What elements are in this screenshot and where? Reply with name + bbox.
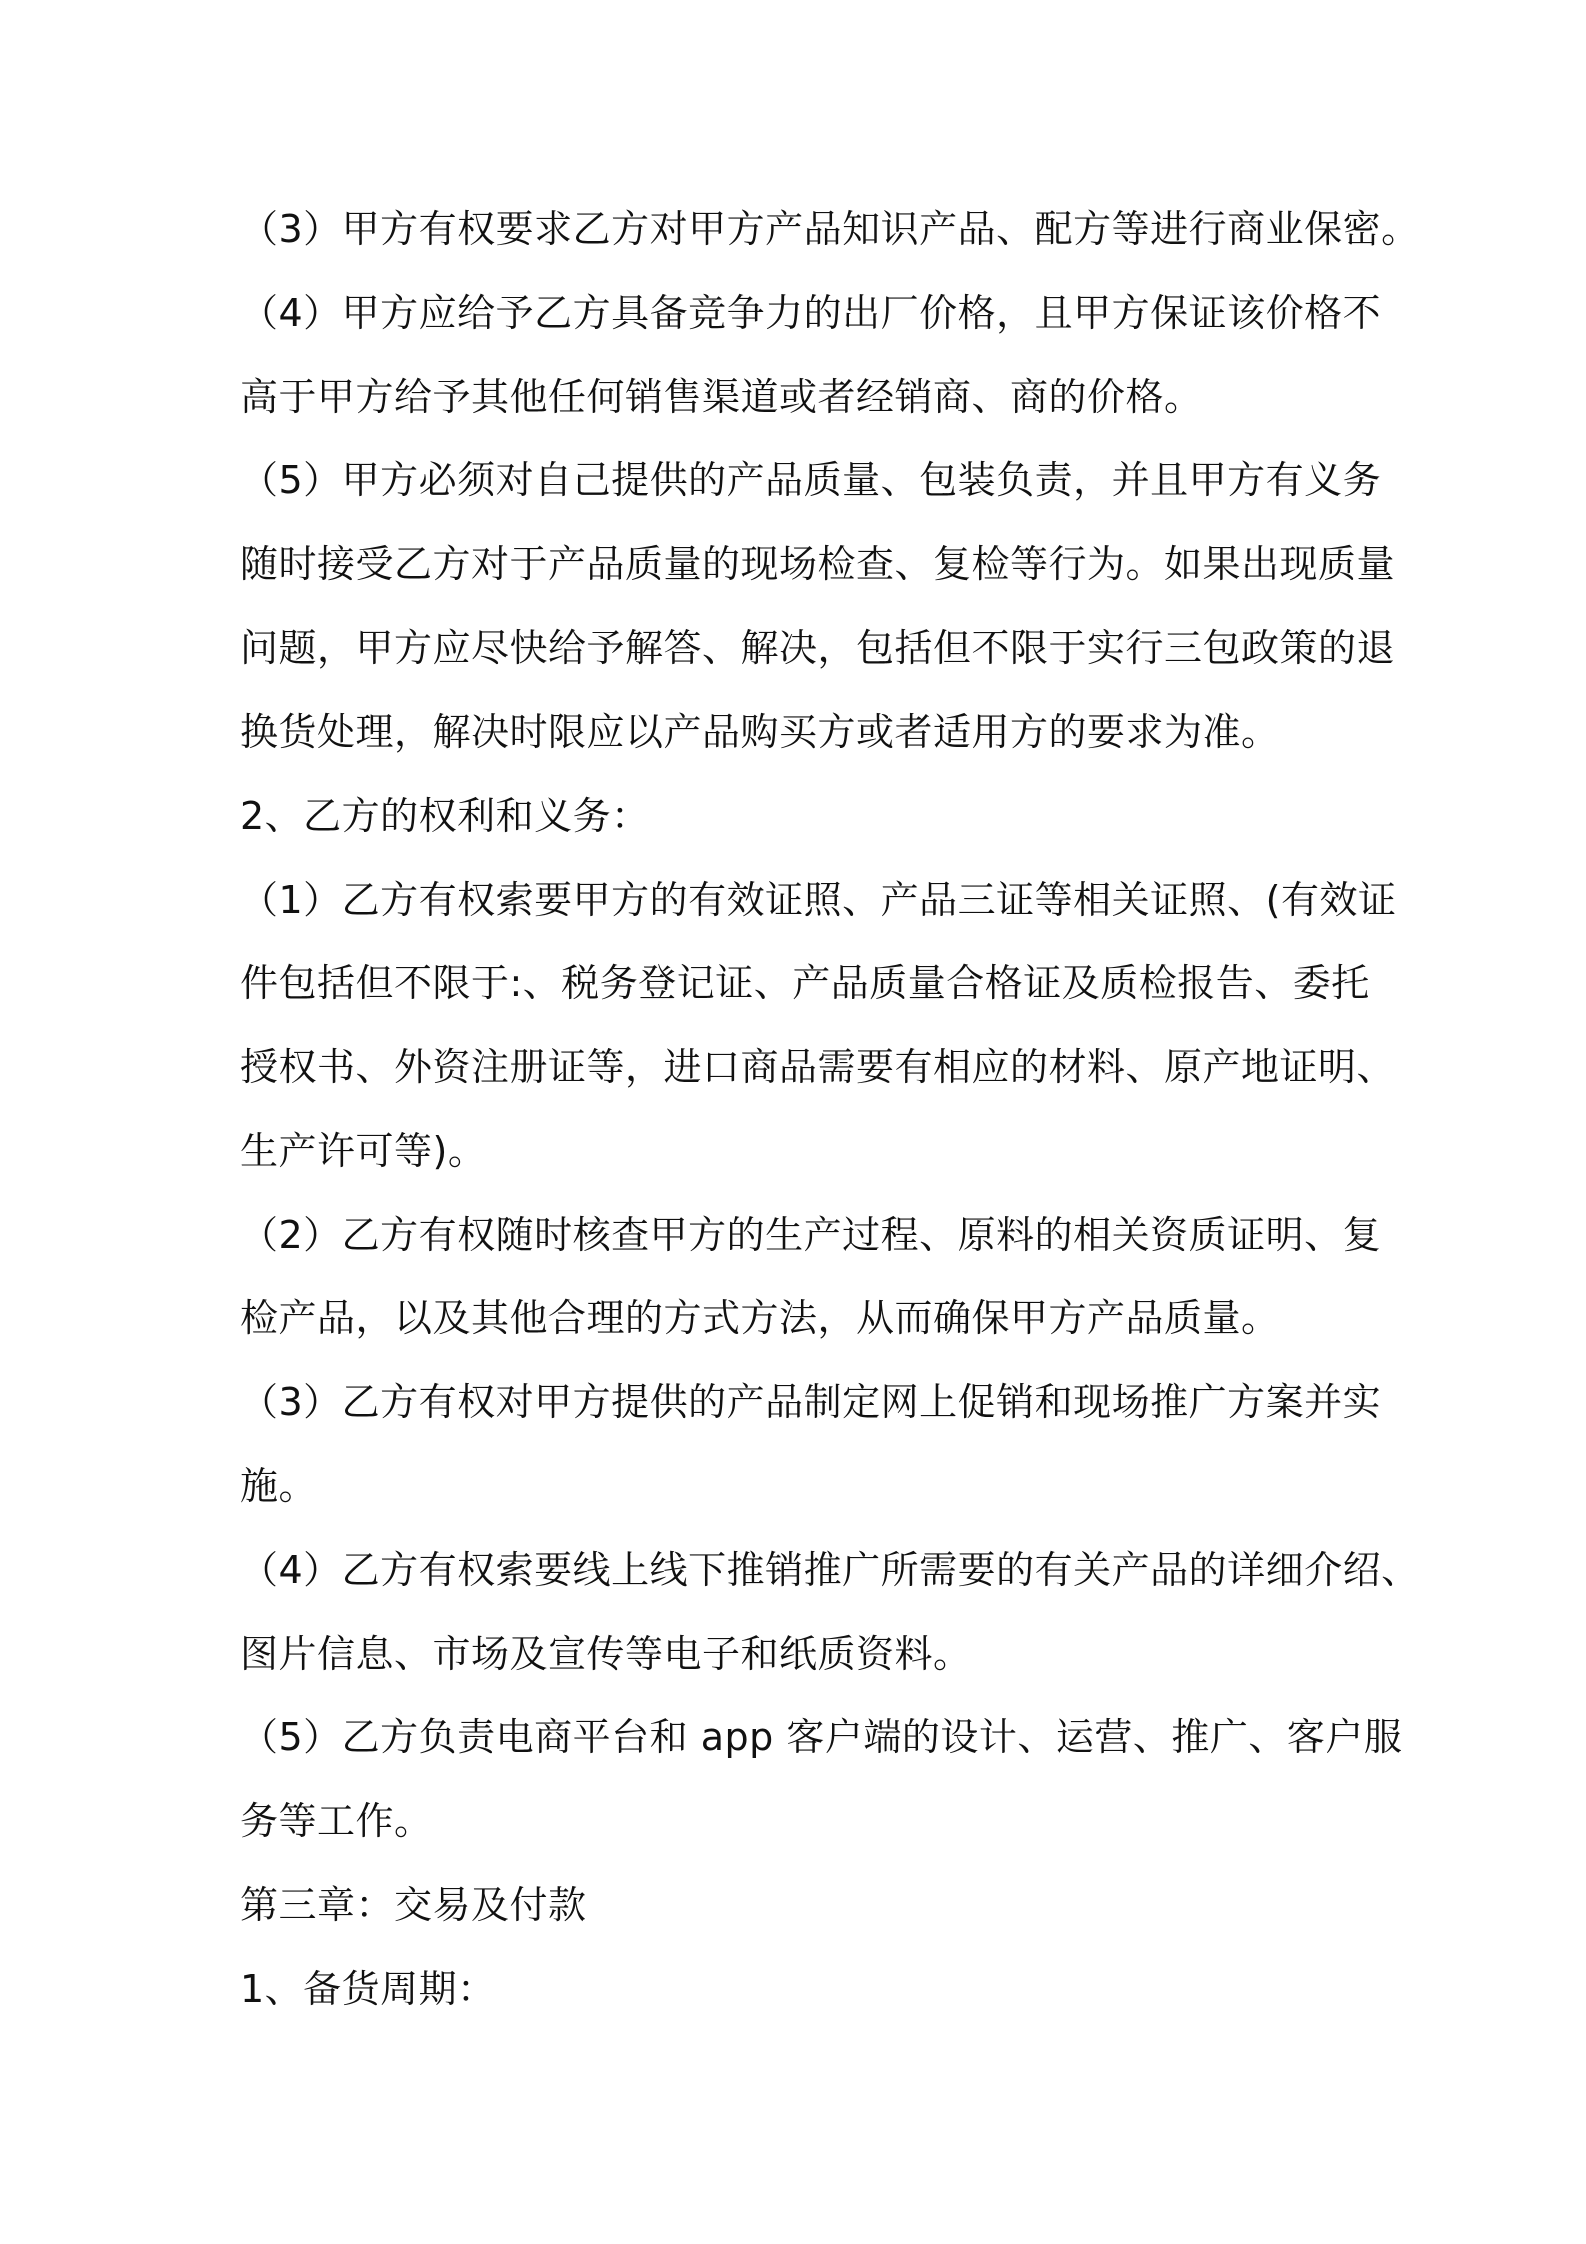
paragraph-line: 务等工作。 (240, 1799, 433, 1843)
paragraph-line: （3）乙方有权对甲方提供的产品制定网上促销和现场推广方案并实 (240, 1380, 1382, 1424)
section-heading: 2、乙方的权利和义务： (240, 794, 650, 838)
paragraph-line: 检产品，以及其他合理的方式方法，从而确保甲方产品质量。 (240, 1296, 1280, 1340)
paragraph-line: 图片信息、市场及宣传等电子和纸质资料。 (240, 1632, 972, 1676)
paragraph-line: （1）乙方有权索要甲方的有效证照、产品三证等相关证照、(有效证 (240, 878, 1397, 922)
paragraph-line: 高于甲方给予其他任何销售渠道或者经销商、商的价格。 (240, 375, 1203, 419)
paragraph-line: （5）甲方必须对自己提供的产品质量、包装负责，并且甲方有义务 (240, 458, 1382, 502)
paragraph-line: （3）甲方有权要求乙方对甲方产品知识产品、配方等进行商业保密。 (240, 207, 1420, 251)
paragraph-line: （4）甲方应给予乙方具备竞争力的出厂价格，且甲方保证该价格不 (240, 291, 1382, 335)
paragraph-line: 件包括但不限于:、税务登记证、产品质量合格证及质检报告、委托 (240, 961, 1370, 1005)
paragraph-line: （2）乙方有权随时核查甲方的生产过程、原料的相关资质证明、复 (240, 1213, 1382, 1257)
paragraph-line: （4）乙方有权索要线上线下推销推广所需要的有关产品的详细介绍、 (240, 1548, 1420, 1592)
paragraph-line: 施。 (240, 1464, 318, 1508)
section-heading: 1、备货周期： (240, 1967, 496, 2011)
paragraph-line: （5）乙方负责电商平台和 app 客户端的设计、运营、推广、客户服 (240, 1715, 1403, 1759)
paragraph-line: 授权书、外资注册证等，进口商品需要有相应的材料、原产地证明、 (240, 1045, 1396, 1089)
paragraph-line: 生产许可等)。 (240, 1129, 487, 1173)
paragraph-line: 换货处理，解决时限应以产品购买方或者适用方的要求为准。 (240, 710, 1280, 754)
chapter-heading: 第三章：交易及付款 (240, 1883, 587, 1927)
paragraph-line: 问题，甲方应尽快给予解答、解决，包括但不限于实行三包政策的退 (240, 626, 1396, 670)
paragraph-line: 随时接受乙方对于产品质量的现场检查、复检等行为。如果出现质量 (240, 542, 1396, 586)
